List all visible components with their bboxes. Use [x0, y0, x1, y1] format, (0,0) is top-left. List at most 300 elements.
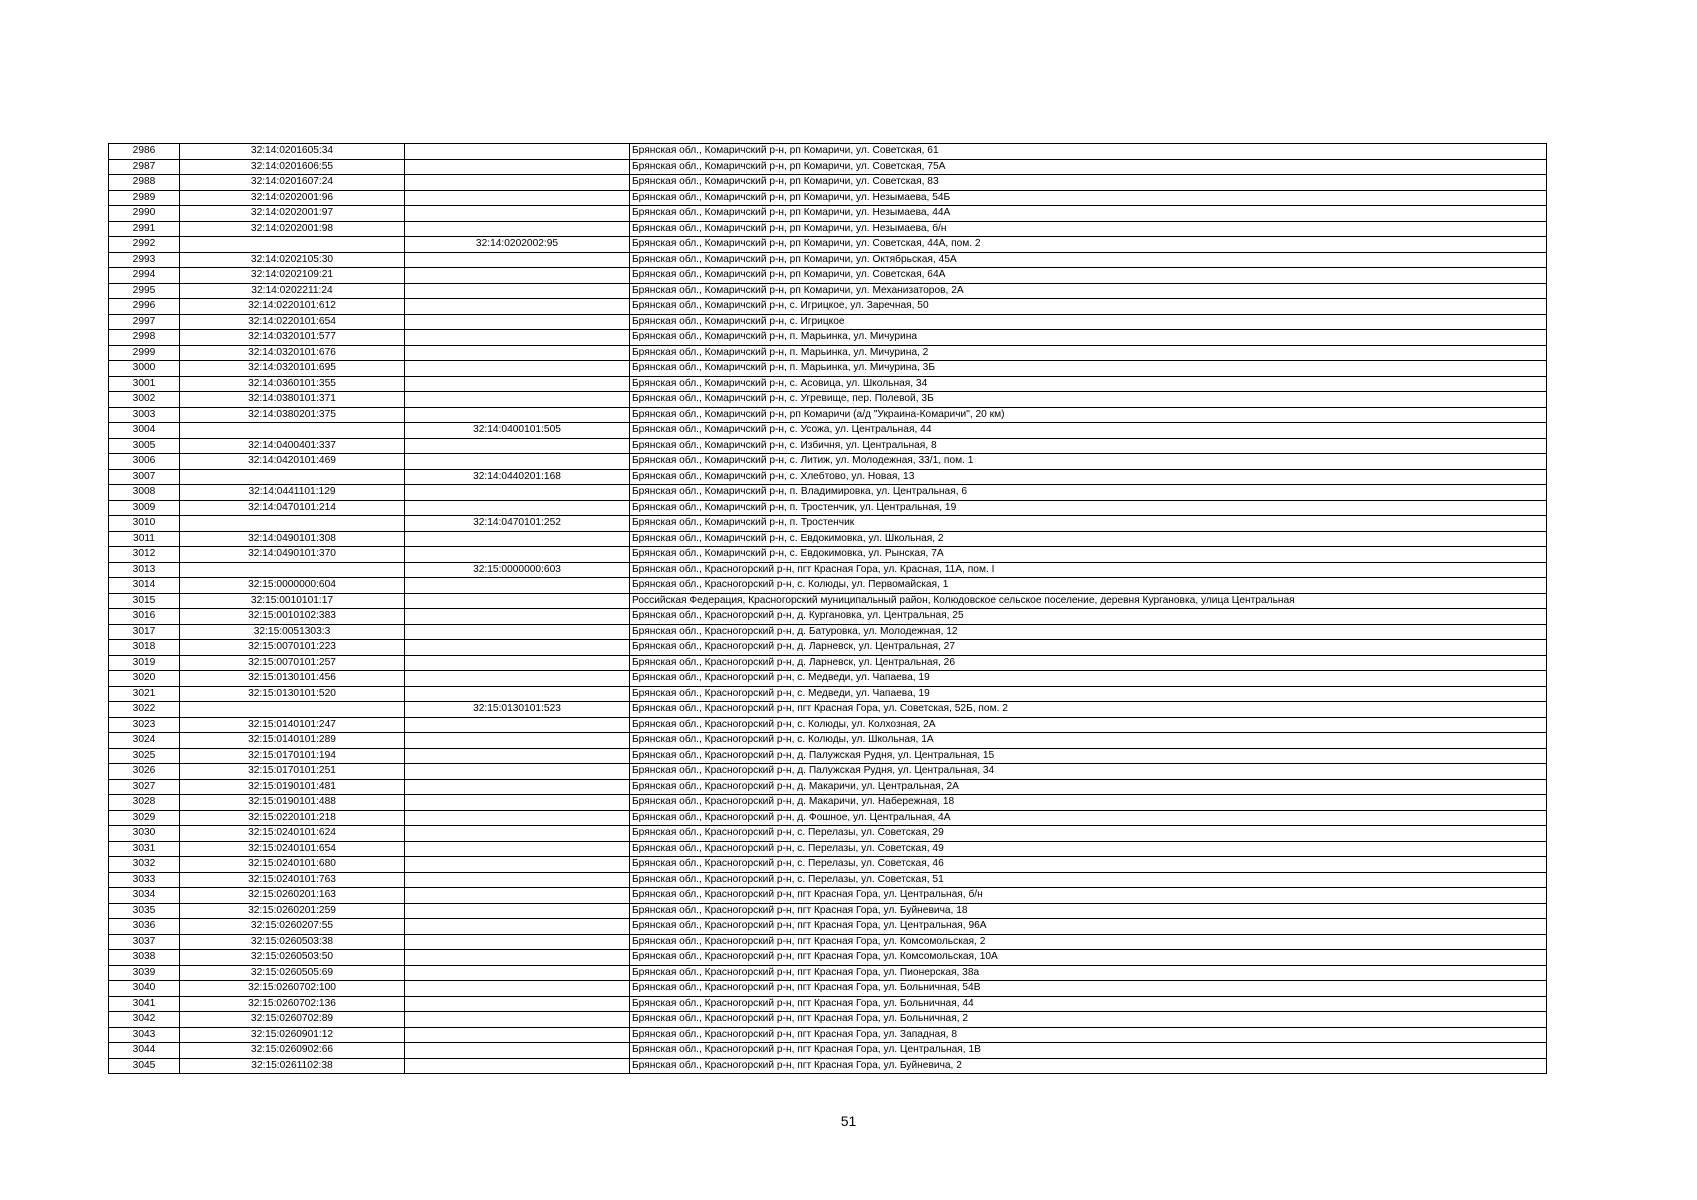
address-cell: Брянская обл., Красногорский р-н, с. Перелазы, ул. Советская, 46: [630, 857, 1547, 873]
table-body: [109, 144, 1547, 1074]
cadastral-number-cell: [180, 702, 405, 718]
table-row: [109, 1043, 1547, 1059]
premises-cadastral-number-cell: [405, 330, 630, 346]
row-number-cell: 3030: [109, 826, 180, 842]
table-row: [109, 516, 1547, 532]
premises-cadastral-number-cell: [405, 1058, 630, 1074]
cadastral-number-cell: 32:15:0240101:654: [180, 841, 405, 857]
address-cell: Брянская обл., Красногорский р-н, д. Палужская Рудня, ул. Центральная, 15: [630, 748, 1547, 764]
cadastral-number-cell: 32:15:0261102:38: [180, 1058, 405, 1074]
cadastral-number-cell: 32:15:0260503:50: [180, 950, 405, 966]
premises-cadastral-number-cell: [405, 996, 630, 1012]
row-number-cell: 2993: [109, 252, 180, 268]
premises-cadastral-number-cell: [405, 779, 630, 795]
table-row: [109, 1058, 1547, 1074]
cadastral-number-cell: 32:15:0240101:763: [180, 872, 405, 888]
table-row: [109, 903, 1547, 919]
cadastral-number-cell: [180, 237, 405, 253]
cadastral-number-cell: 32:14:0441101:129: [180, 485, 405, 501]
premises-cadastral-number-cell: 32:14:0440201:168: [405, 469, 630, 485]
premises-cadastral-number-cell: 32:14:0400101:505: [405, 423, 630, 439]
premises-cadastral-number-cell: [405, 283, 630, 299]
row-number-cell: 3019: [109, 655, 180, 671]
premises-cadastral-number-cell: [405, 640, 630, 656]
table-row: [109, 562, 1547, 578]
premises-cadastral-number-cell: [405, 252, 630, 268]
row-number-cell: 3005: [109, 438, 180, 454]
address-cell: Брянская обл., Красногорский р-н, с. Перелазы, ул. Советская, 29: [630, 826, 1547, 842]
row-number-cell: 2995: [109, 283, 180, 299]
table-row: [109, 252, 1547, 268]
address-cell: Брянская обл., Красногорский р-н, д. Макаричи, ул. Центральная, 2А: [630, 779, 1547, 795]
address-cell: Брянская обл., Красногорский р-н, пгт Красная Гора, ул. Больничная, 44: [630, 996, 1547, 1012]
address-cell: Брянская обл., Красногорский р-н, с. Перелазы, ул. Советская, 49: [630, 841, 1547, 857]
table-row: [109, 221, 1547, 237]
premises-cadastral-number-cell: [405, 841, 630, 857]
table-row: [109, 857, 1547, 873]
address-cell: Российская Федерация, Красногорский муниципальный район, Колюдовское сельское поселение, деревня Кургановка, улица Центральная: [630, 593, 1547, 609]
table-row: [109, 950, 1547, 966]
row-number-cell: 3021: [109, 686, 180, 702]
premises-cadastral-number-cell: [405, 717, 630, 733]
premises-cadastral-number-cell: [405, 531, 630, 547]
table-row: [109, 361, 1547, 377]
address-cell: Брянская обл., Комаричский р-н, п. Владимировка, ул. Центральная, 6: [630, 485, 1547, 501]
cadastral-number-cell: 32:14:0380201:375: [180, 407, 405, 423]
premises-cadastral-number-cell: [405, 950, 630, 966]
premises-cadastral-number-cell: [405, 826, 630, 842]
address-cell: Брянская обл., Комаричский р-н, с. Избичня, ул. Центральная, 8: [630, 438, 1547, 454]
address-cell: Брянская обл., Красногорский р-н, пгт Красная Гора, ул. Центральная, 1В: [630, 1043, 1547, 1059]
premises-cadastral-number-cell: 32:15:0130101:523: [405, 702, 630, 718]
premises-cadastral-number-cell: [405, 299, 630, 315]
row-number-cell: 3027: [109, 779, 180, 795]
row-number-cell: 3008: [109, 485, 180, 501]
table-row: [109, 159, 1547, 175]
row-number-cell: 3009: [109, 500, 180, 516]
table-row: [109, 330, 1547, 346]
row-number-cell: 3023: [109, 717, 180, 733]
address-cell: Брянская обл., Красногорский р-н, с. Колюды, ул. Колхозная, 2А: [630, 717, 1547, 733]
premises-cadastral-number-cell: [405, 268, 630, 284]
address-cell: Брянская обл., Красногорский р-н, д. Кургановка, ул. Центральная, 25: [630, 609, 1547, 625]
premises-cadastral-number-cell: [405, 454, 630, 470]
page-number: 51: [840, 1113, 857, 1129]
cadastral-number-cell: 32:15:0260207:55: [180, 919, 405, 935]
cadastral-number-cell: 32:14:0220101:612: [180, 299, 405, 315]
cadastral-number-cell: 32:14:0220101:654: [180, 314, 405, 330]
premises-cadastral-number-cell: [405, 733, 630, 749]
row-number-cell: 3034: [109, 888, 180, 904]
address-cell: Брянская обл., Красногорский р-н, пгт Красная Гора, ул. Буйневича, 18: [630, 903, 1547, 919]
row-number-cell: 3015: [109, 593, 180, 609]
table-row: [109, 593, 1547, 609]
address-cell: Брянская обл., Комаричский р-н, п. Тростенчик: [630, 516, 1547, 532]
table-row: [109, 283, 1547, 299]
premises-cadastral-number-cell: [405, 810, 630, 826]
premises-cadastral-number-cell: [405, 903, 630, 919]
premises-cadastral-number-cell: [405, 206, 630, 222]
table-row: [109, 407, 1547, 423]
cadastral-number-cell: 32:14:0420101:469: [180, 454, 405, 470]
premises-cadastral-number-cell: [405, 795, 630, 811]
row-number-cell: 2987: [109, 159, 180, 175]
address-cell: Брянская обл., Комаричский р-н, п. Марьинка, ул. Мичурина, 2: [630, 345, 1547, 361]
table-row: [109, 299, 1547, 315]
address-cell: Брянская обл., Красногорский р-н, с. Медведи, ул. Чапаева, 19: [630, 671, 1547, 687]
premises-cadastral-number-cell: [405, 144, 630, 160]
table-row: [109, 872, 1547, 888]
premises-cadastral-number-cell: [405, 857, 630, 873]
premises-cadastral-number-cell: [405, 345, 630, 361]
row-number-cell: 3010: [109, 516, 180, 532]
table-row: [109, 190, 1547, 206]
cadastral-number-cell: 32:14:0320101:577: [180, 330, 405, 346]
table-row: [109, 624, 1547, 640]
row-number-cell: 2996: [109, 299, 180, 315]
row-number-cell: 2992: [109, 237, 180, 253]
cadastral-number-cell: 32:15:0010102:383: [180, 609, 405, 625]
row-number-cell: 3001: [109, 376, 180, 392]
table-row: [109, 531, 1547, 547]
cadastral-number-cell: 32:15:0260902:66: [180, 1043, 405, 1059]
address-cell: Брянская обл., Красногорский р-н, с. Колюды, ул. Первомайская, 1: [630, 578, 1547, 594]
table-row: [109, 686, 1547, 702]
premises-cadastral-number-cell: [405, 159, 630, 175]
row-number-cell: 2991: [109, 221, 180, 237]
address-cell: Брянская обл., Комаричский р-н, рп Комаричи, ул. Советская, 83: [630, 175, 1547, 191]
row-number-cell: 3004: [109, 423, 180, 439]
premises-cadastral-number-cell: 32:15:0000000:603: [405, 562, 630, 578]
table-row: [109, 438, 1547, 454]
address-cell: Брянская обл., Красногорский р-н, пгт Красная Гора, ул. Больничная, 2: [630, 1012, 1547, 1028]
table-row: [109, 888, 1547, 904]
premises-cadastral-number-cell: [405, 764, 630, 780]
cadastral-number-cell: 32:14:0202211:24: [180, 283, 405, 299]
premises-cadastral-number-cell: [405, 888, 630, 904]
cadastral-number-cell: [180, 423, 405, 439]
premises-cadastral-number-cell: [405, 485, 630, 501]
table-row: [109, 640, 1547, 656]
table-row: [109, 717, 1547, 733]
row-number-cell: 3044: [109, 1043, 180, 1059]
cadastral-number-cell: 32:14:0202105:30: [180, 252, 405, 268]
address-cell: Брянская обл., Красногорский р-н, д. Ларневск, ул. Центральная, 26: [630, 655, 1547, 671]
row-number-cell: 3039: [109, 965, 180, 981]
premises-cadastral-number-cell: [405, 593, 630, 609]
address-cell: Брянская обл., Красногорский р-н, пгт Красная Гора, ул. Буйневича, 2: [630, 1058, 1547, 1074]
address-cell: Брянская обл., Красногорский р-н, пгт Красная Гора, ул. Центральная, б/н: [630, 888, 1547, 904]
table-row: [109, 702, 1547, 718]
property-table: [108, 143, 1547, 1074]
address-cell: Брянская обл., Комаричский р-н, рп Комаричи, ул. Советская, 44А, пом. 2: [630, 237, 1547, 253]
address-cell: Брянская обл., Комаричский р-н, с. Угревище, пер. Полевой, 3Б: [630, 392, 1547, 408]
address-cell: Брянская обл., Красногорский р-н, д. Фошное, ул. Центральная, 4А: [630, 810, 1547, 826]
address-cell: Брянская обл., Комаричский р-н, с. Игрицкое, ул. Заречная, 50: [630, 299, 1547, 315]
address-cell: Брянская обл., Комаричский р-н, с. Игрицкое: [630, 314, 1547, 330]
row-number-cell: 3003: [109, 407, 180, 423]
table-row: [109, 795, 1547, 811]
cadastral-number-cell: 32:14:0380101:371: [180, 392, 405, 408]
row-number-cell: 3000: [109, 361, 180, 377]
row-number-cell: 3011: [109, 531, 180, 547]
address-cell: Брянская обл., Комаричский р-н, рп Комаричи, ул. Октябрьская, 45А: [630, 252, 1547, 268]
cadastral-number-cell: 32:15:0000000:604: [180, 578, 405, 594]
cadastral-number-cell: 32:15:0070101:257: [180, 655, 405, 671]
cadastral-number-cell: [180, 562, 405, 578]
row-number-cell: 2990: [109, 206, 180, 222]
cadastral-number-cell: 32:15:0260702:136: [180, 996, 405, 1012]
table-row: [109, 423, 1547, 439]
table-row: [109, 671, 1547, 687]
premises-cadastral-number-cell: [405, 578, 630, 594]
address-cell: Брянская обл., Красногорский р-н, д. Ларневск, ул. Центральная, 27: [630, 640, 1547, 656]
premises-cadastral-number-cell: 32:14:0202002:95: [405, 237, 630, 253]
cadastral-number-cell: 32:15:0220101:218: [180, 810, 405, 826]
table-row: [109, 826, 1547, 842]
cadastral-number-cell: 32:15:0070101:223: [180, 640, 405, 656]
premises-cadastral-number-cell: [405, 221, 630, 237]
address-cell: Брянская обл., Комаричский р-н, с. Евдокимовка, ул. Рынская, 7А: [630, 547, 1547, 563]
row-number-cell: 3006: [109, 454, 180, 470]
address-cell: Брянская обл., Красногорский р-н, пгт Красная Гора, ул. Западная, 8: [630, 1027, 1547, 1043]
table-row: [109, 144, 1547, 160]
cadastral-number-cell: 32:15:0260702:100: [180, 981, 405, 997]
row-number-cell: 3045: [109, 1058, 180, 1074]
cadastral-number-cell: [180, 469, 405, 485]
premises-cadastral-number-cell: [405, 624, 630, 640]
table-row: [109, 578, 1547, 594]
cadastral-number-cell: 32:15:0140101:247: [180, 717, 405, 733]
address-cell: Брянская обл., Комаричский р-н, с. Усожа, ул. Центральная, 44: [630, 423, 1547, 439]
table-row: [109, 609, 1547, 625]
row-number-cell: 3028: [109, 795, 180, 811]
address-cell: Брянская обл., Комаричский р-н, с. Литиж, ул. Молодежная, 33/1, пом. 1: [630, 454, 1547, 470]
cadastral-number-cell: 32:14:0202001:98: [180, 221, 405, 237]
address-cell: Брянская обл., Красногорский р-н, пгт Красная Гора, ул. Пионерская, 38а: [630, 965, 1547, 981]
table-row: [109, 237, 1547, 253]
cadastral-number-cell: 32:14:0320101:676: [180, 345, 405, 361]
cadastral-number-cell: 32:15:0130101:456: [180, 671, 405, 687]
cadastral-number-cell: 32:14:0202001:96: [180, 190, 405, 206]
row-number-cell: 3025: [109, 748, 180, 764]
row-number-cell: 3040: [109, 981, 180, 997]
address-cell: Брянская обл., Красногорский р-н, д. Палужская Рудня, ул. Центральная, 34: [630, 764, 1547, 780]
cadastral-number-cell: 32:14:0490101:370: [180, 547, 405, 563]
cadastral-number-cell: 32:14:0490101:308: [180, 531, 405, 547]
address-cell: Брянская обл., Красногорский р-н, пгт Красная Гора, ул. Центральная, 96А: [630, 919, 1547, 935]
premises-cadastral-number-cell: [405, 919, 630, 935]
address-cell: Брянская обл., Красногорский р-н, с. Перелазы, ул. Советская, 51: [630, 872, 1547, 888]
table-row: [109, 345, 1547, 361]
premises-cadastral-number-cell: [405, 609, 630, 625]
row-number-cell: 3024: [109, 733, 180, 749]
row-number-cell: 3020: [109, 671, 180, 687]
address-cell: Брянская обл., Красногорский р-н, пгт Красная Гора, ул. Комсомольская, 2: [630, 934, 1547, 950]
row-number-cell: 3031: [109, 841, 180, 857]
row-number-cell: 3022: [109, 702, 180, 718]
row-number-cell: 3018: [109, 640, 180, 656]
address-cell: Брянская обл., Комаричский р-н, п. Марьинка, ул. Мичурина, 3Б: [630, 361, 1547, 377]
table-row: [109, 1012, 1547, 1028]
table-row: [109, 965, 1547, 981]
row-number-cell: 3043: [109, 1027, 180, 1043]
table-row: [109, 206, 1547, 222]
table-row: [109, 764, 1547, 780]
table-row: [109, 981, 1547, 997]
address-cell: Брянская обл., Красногорский р-н, с. Медведи, ул. Чапаева, 19: [630, 686, 1547, 702]
table-row: [109, 841, 1547, 857]
cadastral-number-cell: 32:15:0260201:259: [180, 903, 405, 919]
address-cell: Брянская обл., Красногорский р-н, пгт Красная Гора, ул. Советская, 52Б, пом. 2: [630, 702, 1547, 718]
row-number-cell: 3032: [109, 857, 180, 873]
address-cell: Брянская обл., Комаричский р-н, рп Комаричи, ул. Незымаева, 54Б: [630, 190, 1547, 206]
premises-cadastral-number-cell: [405, 686, 630, 702]
premises-cadastral-number-cell: [405, 500, 630, 516]
cadastral-number-cell: 32:15:0170101:194: [180, 748, 405, 764]
cadastral-number-cell: [180, 516, 405, 532]
row-number-cell: 3029: [109, 810, 180, 826]
cadastral-number-cell: 32:15:0260201:163: [180, 888, 405, 904]
address-cell: Брянская обл., Комаричский р-н, с. Евдокимовка, ул. Школьная, 2: [630, 531, 1547, 547]
row-number-cell: 2997: [109, 314, 180, 330]
address-cell: Брянская обл., Комаричский р-н, п. Марьинка, ул. Мичурина: [630, 330, 1547, 346]
address-cell: Брянская обл., Комаричский р-н, с. Асовица, ул. Школьная, 34: [630, 376, 1547, 392]
row-number-cell: 3007: [109, 469, 180, 485]
row-number-cell: 3017: [109, 624, 180, 640]
cadastral-number-cell: 32:15:0260505:69: [180, 965, 405, 981]
row-number-cell: 3037: [109, 934, 180, 950]
cadastral-number-cell: 32:14:0400401:337: [180, 438, 405, 454]
premises-cadastral-number-cell: [405, 981, 630, 997]
premises-cadastral-number-cell: [405, 314, 630, 330]
address-cell: Брянская обл., Комаричский р-н, рп Комаричи, ул. Советская, 64А: [630, 268, 1547, 284]
cadastral-number-cell: 32:15:0240101:680: [180, 857, 405, 873]
table-row: [109, 919, 1547, 935]
table-row: [109, 392, 1547, 408]
address-cell: Брянская обл., Красногорский р-н, пгт Красная Гора, ул. Комсомольская, 10А: [630, 950, 1547, 966]
premises-cadastral-number-cell: [405, 965, 630, 981]
premises-cadastral-number-cell: [405, 438, 630, 454]
address-cell: Брянская обл., Красногорский р-н, д. Батуровка, ул. Молодежная, 12: [630, 624, 1547, 640]
premises-cadastral-number-cell: [405, 748, 630, 764]
address-cell: Брянская обл., Комаричский р-н, рп Комаричи (а/д "Украина-Комаричи", 20 км): [630, 407, 1547, 423]
row-number-cell: 2989: [109, 190, 180, 206]
cadastral-number-cell: 32:15:0190101:488: [180, 795, 405, 811]
premises-cadastral-number-cell: 32:14:0470101:252: [405, 516, 630, 532]
address-cell: Брянская обл., Комаричский р-н, рп Комаричи, ул. Незымаева, 44А: [630, 206, 1547, 222]
premises-cadastral-number-cell: [405, 872, 630, 888]
cadastral-number-cell: 32:15:0190101:481: [180, 779, 405, 795]
address-cell: Брянская обл., Комаричский р-н, рп Комаричи, ул. Механизаторов, 2А: [630, 283, 1547, 299]
address-cell: Брянская обл., Комаричский р-н, с. Хлебтово, ул. Новая, 13: [630, 469, 1547, 485]
premises-cadastral-number-cell: [405, 407, 630, 423]
row-number-cell: 3013: [109, 562, 180, 578]
cadastral-number-cell: 32:15:0260503:38: [180, 934, 405, 950]
table-row: [109, 268, 1547, 284]
address-cell: Брянская обл., Комаричский р-н, рп Комаричи, ул. Незымаева, б/н: [630, 221, 1547, 237]
row-number-cell: 3012: [109, 547, 180, 563]
row-number-cell: 3041: [109, 996, 180, 1012]
row-number-cell: 2998: [109, 330, 180, 346]
table-row: [109, 485, 1547, 501]
table-row: [109, 733, 1547, 749]
cadastral-number-cell: 32:15:0240101:624: [180, 826, 405, 842]
cadastral-number-cell: 32:14:0320101:695: [180, 361, 405, 377]
premises-cadastral-number-cell: [405, 175, 630, 191]
address-cell: Брянская обл., Красногорский р-н, с. Колюды, ул. Школьная, 1А: [630, 733, 1547, 749]
cadastral-number-cell: 32:14:0201605:34: [180, 144, 405, 160]
table-row: [109, 547, 1547, 563]
table-row: [109, 934, 1547, 950]
cadastral-number-cell: 32:14:0360101:355: [180, 376, 405, 392]
table-row: [109, 810, 1547, 826]
address-cell: Брянская обл., Комаричский р-н, п. Тростенчик, ул. Центральная, 19: [630, 500, 1547, 516]
table-row: [109, 469, 1547, 485]
table-row: [109, 1027, 1547, 1043]
row-number-cell: 3016: [109, 609, 180, 625]
premises-cadastral-number-cell: [405, 934, 630, 950]
premises-cadastral-number-cell: [405, 1012, 630, 1028]
premises-cadastral-number-cell: [405, 190, 630, 206]
cadastral-number-cell: 32:15:0130101:520: [180, 686, 405, 702]
table-row: [109, 314, 1547, 330]
address-cell: Брянская обл., Красногорский р-н, пгт Красная Гора, ул. Красная, 11А, пом. I: [630, 562, 1547, 578]
cadastral-number-cell: 32:15:0051303:3: [180, 624, 405, 640]
row-number-cell: 3038: [109, 950, 180, 966]
table-row: [109, 376, 1547, 392]
row-number-cell: 3036: [109, 919, 180, 935]
row-number-cell: 3026: [109, 764, 180, 780]
cadastral-number-cell: 32:14:0201607:24: [180, 175, 405, 191]
premises-cadastral-number-cell: [405, 1027, 630, 1043]
cadastral-number-cell: 32:14:0202109:21: [180, 268, 405, 284]
premises-cadastral-number-cell: [405, 361, 630, 377]
premises-cadastral-number-cell: [405, 392, 630, 408]
cadastral-number-cell: 32:14:0470101:214: [180, 500, 405, 516]
row-number-cell: 3014: [109, 578, 180, 594]
table-row: [109, 748, 1547, 764]
row-number-cell: 2994: [109, 268, 180, 284]
table-row: [109, 175, 1547, 191]
address-cell: Брянская обл., Красногорский р-н, пгт Красная Гора, ул. Больничная, 54В: [630, 981, 1547, 997]
cadastral-number-cell: 32:15:0140101:289: [180, 733, 405, 749]
premises-cadastral-number-cell: [405, 671, 630, 687]
premises-cadastral-number-cell: [405, 376, 630, 392]
address-cell: Брянская обл., Комаричский р-н, рп Комаричи, ул. Советская, 75А: [630, 159, 1547, 175]
cadastral-number-cell: 32:14:0201606:55: [180, 159, 405, 175]
row-number-cell: 2988: [109, 175, 180, 191]
table-row: [109, 500, 1547, 516]
cadastral-number-cell: 32:15:0260901:12: [180, 1027, 405, 1043]
cadastral-number-cell: 32:14:0202001:97: [180, 206, 405, 222]
table-row: [109, 655, 1547, 671]
premises-cadastral-number-cell: [405, 547, 630, 563]
table-row: [109, 454, 1547, 470]
table-row: [109, 996, 1547, 1012]
row-number-cell: 3042: [109, 1012, 180, 1028]
cadastral-number-cell: 32:15:0260702:89: [180, 1012, 405, 1028]
premises-cadastral-number-cell: [405, 1043, 630, 1059]
row-number-cell: 2986: [109, 144, 180, 160]
address-cell: Брянская обл., Комаричский р-н, рп Комаричи, ул. Советская, 61: [630, 144, 1547, 160]
cadastral-number-cell: 32:15:0010101:17: [180, 593, 405, 609]
row-number-cell: 3033: [109, 872, 180, 888]
table-row: [109, 779, 1547, 795]
row-number-cell: 2999: [109, 345, 180, 361]
premises-cadastral-number-cell: [405, 655, 630, 671]
row-number-cell: 3002: [109, 392, 180, 408]
